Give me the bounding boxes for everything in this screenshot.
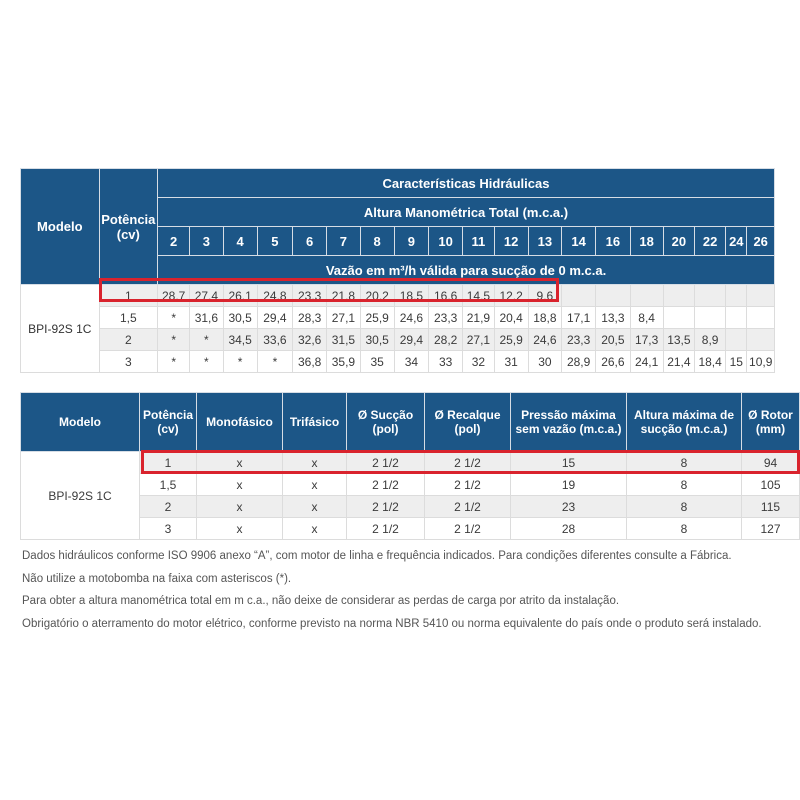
recalque-cell: 2 1/2 [425, 518, 511, 540]
flow-cell: 28,3 [293, 307, 327, 329]
pressao-cell: 15 [511, 452, 627, 474]
height-header-cell: 12 [494, 227, 528, 256]
altura-succao-cell: 8 [627, 496, 742, 518]
note-line: Dados hidráulicos conforme ISO 9906 anexo “A”, com motor de linha e frequência indicados. Para condições diferentes consulte a Fábrica. [22, 550, 732, 562]
trifasico-cell: x [283, 496, 347, 518]
height-header-cell: 16 [596, 227, 630, 256]
height-header-cell: 22 [695, 227, 726, 256]
flow-cell [726, 307, 747, 329]
table-row [21, 285, 775, 307]
trifasico-cell: x [283, 518, 347, 540]
flow-cell [562, 285, 596, 307]
flow-cell: 31 [494, 351, 528, 373]
table-row [21, 351, 775, 373]
height-header-cell: 4 [223, 227, 257, 256]
altura-succao-cell: 8 [627, 452, 742, 474]
recalque-cell: 2 1/2 [425, 496, 511, 518]
recalque-cell: 2 1/2 [425, 452, 511, 474]
flow-cell: 28,7 [158, 285, 190, 307]
flow-cell: 12,2 [494, 285, 528, 307]
flow-cell [726, 329, 747, 351]
monofasico-cell: x [197, 496, 283, 518]
flow-cell: 18,4 [695, 351, 726, 373]
succao-cell: 2 1/2 [347, 496, 425, 518]
flow-cell [663, 307, 694, 329]
flow-cell: 20,2 [360, 285, 394, 307]
flow-cell: 23,3 [429, 307, 463, 329]
header2-altura-succao: Altura máxima de sucção (m.c.a.) [627, 393, 742, 452]
flow-cell: 27,4 [190, 285, 223, 307]
flow-cell: * [158, 351, 190, 373]
altura-succao-cell: 8 [627, 518, 742, 540]
potencia-cell: 3 [99, 351, 157, 373]
flow-cell: 28,2 [429, 329, 463, 351]
flow-cell: 20,5 [596, 329, 630, 351]
flow-cell [747, 307, 775, 329]
height-header-cell: 20 [663, 227, 694, 256]
flow-cell: 32 [463, 351, 494, 373]
monofasico-cell: x [197, 452, 283, 474]
height-header-cell: 2 [158, 227, 190, 256]
flow-cell: 17,1 [562, 307, 596, 329]
flow-cell [695, 285, 726, 307]
flow-cell: 10,9 [747, 351, 775, 373]
pressao-cell: 19 [511, 474, 627, 496]
height-header-cell: 11 [463, 227, 494, 256]
succao-cell: 2 1/2 [347, 474, 425, 496]
flow-cell: 35 [360, 351, 394, 373]
potencia-cell: 2 [99, 329, 157, 351]
flow-cell: 8,4 [630, 307, 663, 329]
flow-cell: 33 [429, 351, 463, 373]
flow-cell: 30 [528, 351, 561, 373]
flow-cell: 30,5 [360, 329, 394, 351]
header2-pressao: Pressão máxima sem vazão (m.c.a.) [511, 393, 627, 452]
specifications-table [20, 392, 800, 540]
header-altura-manometrica: Altura Manométrica Total (m.c.a.) [158, 198, 775, 227]
flow-cell: * [190, 329, 223, 351]
flow-cell: 13,5 [663, 329, 694, 351]
pressao-cell: 23 [511, 496, 627, 518]
header-modelo: Modelo [21, 169, 100, 285]
height-header-cell: 6 [293, 227, 327, 256]
height-header-cell: 26 [747, 227, 775, 256]
flow-cell: 13,3 [596, 307, 630, 329]
flow-cell: 28,9 [562, 351, 596, 373]
note-line: Obrigatório o aterramento do motor elétrico, conforme previsto na norma NBR 5410 ou norma equivalente do país onde o produto será instalado. [22, 617, 762, 630]
flow-cell: 15 [726, 351, 747, 373]
flow-cell: 27,1 [463, 329, 494, 351]
header2-monofasico: Monofásico [197, 393, 283, 452]
flow-cell: 27,1 [327, 307, 360, 329]
header-potencia [99, 169, 157, 285]
note-line: Não utilize a motobomba na faixa com asteriscos (*). [22, 572, 292, 585]
potencia-cell: 3 [140, 518, 197, 540]
flow-cell: 31,5 [327, 329, 360, 351]
height-header-cell: 5 [257, 227, 292, 256]
height-header-cell: 7 [327, 227, 360, 256]
flow-cell: * [190, 351, 223, 373]
flow-cell: 9,6 [528, 285, 561, 307]
flow-cell: 34,5 [223, 329, 257, 351]
flow-cell: 21,4 [663, 351, 694, 373]
potencia-cell: 1 [140, 452, 197, 474]
flow-cell: 20,4 [494, 307, 528, 329]
header2-potencia: Potência (cv) [140, 393, 197, 452]
flow-cell: 21,9 [463, 307, 494, 329]
flow-cell: 18,5 [394, 285, 428, 307]
flow-cell [695, 307, 726, 329]
trifasico-cell: x [283, 474, 347, 496]
flow-cell: 24,6 [528, 329, 561, 351]
flow-cell: 33,6 [257, 329, 292, 351]
height-header-cell: 10 [429, 227, 463, 256]
table-row [21, 307, 775, 329]
flow-cell: 29,4 [394, 329, 428, 351]
potencia-cell: 1,5 [99, 307, 157, 329]
potencia-cell: 1 [99, 285, 157, 307]
height-header-cell: 9 [394, 227, 428, 256]
header2-rotor: Ø Rotor (mm) [742, 393, 800, 452]
flow-cell [747, 285, 775, 307]
flow-cell: * [158, 307, 190, 329]
flow-cell: 24,6 [394, 307, 428, 329]
rotor-cell: 105 [742, 474, 800, 496]
recalque-cell: 2 1/2 [425, 474, 511, 496]
flow-cell: 35,9 [327, 351, 360, 373]
flow-cell: 24,1 [630, 351, 663, 373]
flow-cell: 29,4 [257, 307, 292, 329]
header2-modelo: Modelo [21, 393, 140, 452]
flow-cell: 18,8 [528, 307, 561, 329]
flow-cell: * [257, 351, 292, 373]
monofasico-cell: x [197, 474, 283, 496]
trifasico-cell: x [283, 452, 347, 474]
flow-cell: 36,8 [293, 351, 327, 373]
header2-trifasico: Trifásico [283, 393, 347, 452]
flow-cell: 17,3 [630, 329, 663, 351]
flow-cell [596, 285, 630, 307]
flow-cell: 24,8 [257, 285, 292, 307]
model-cell: BPI-92S 1C [21, 285, 100, 373]
flow-cell: * [158, 329, 190, 351]
table-row [21, 329, 775, 351]
pressao-cell: 28 [511, 518, 627, 540]
model-cell: BPI-92S 1C [21, 452, 140, 540]
potencia-cell: 1,5 [140, 474, 197, 496]
monofasico-cell: x [197, 518, 283, 540]
hydraulic-characteristics-table [20, 168, 775, 373]
header-vazao: Vazão em m³/h válida para sucção de 0 m.c.a. [158, 256, 775, 285]
header2-recalque: Ø Recalque (pol) [425, 393, 511, 452]
flow-cell: 26,6 [596, 351, 630, 373]
altura-succao-cell: 8 [627, 474, 742, 496]
potencia-cell: 2 [140, 496, 197, 518]
height-header-cell: 24 [726, 227, 747, 256]
height-header-cell: 8 [360, 227, 394, 256]
flow-cell: 16,6 [429, 285, 463, 307]
flow-cell: * [223, 351, 257, 373]
flow-cell: 34 [394, 351, 428, 373]
rotor-cell: 94 [742, 452, 800, 474]
flow-cell: 23,3 [293, 285, 327, 307]
height-header-cell: 14 [562, 227, 596, 256]
flow-cell: 25,9 [360, 307, 394, 329]
flow-cell: 14,5 [463, 285, 494, 307]
header-caracteristicas: Características Hidráulicas [158, 169, 775, 198]
rotor-cell: 127 [742, 518, 800, 540]
flow-cell: 23,3 [562, 329, 596, 351]
table-row [21, 452, 800, 474]
rotor-cell: 115 [742, 496, 800, 518]
height-header-cell: 13 [528, 227, 561, 256]
height-header-cell: 3 [190, 227, 223, 256]
flow-cell: 26,1 [223, 285, 257, 307]
footnotes [22, 545, 782, 635]
note-line: Para obter a altura manométrica total em m c.a., não deixe de considerar as perdas de carga por atrito da instalação. [22, 595, 620, 607]
succao-cell: 2 1/2 [347, 452, 425, 474]
flow-cell: 32,6 [293, 329, 327, 351]
flow-cell [726, 285, 747, 307]
flow-cell [747, 329, 775, 351]
flow-cell: 8,9 [695, 329, 726, 351]
flow-cell: 25,9 [494, 329, 528, 351]
succao-cell: 2 1/2 [347, 518, 425, 540]
flow-cell: 30,5 [223, 307, 257, 329]
height-header-cell: 18 [630, 227, 663, 256]
flow-cell [630, 285, 663, 307]
flow-cell: 21,8 [327, 285, 360, 307]
header2-succao: Ø Sucção (pol) [347, 393, 425, 452]
flow-cell: 31,6 [190, 307, 223, 329]
flow-cell [663, 285, 694, 307]
header-potencia-label: Potência (cv) [101, 211, 156, 242]
